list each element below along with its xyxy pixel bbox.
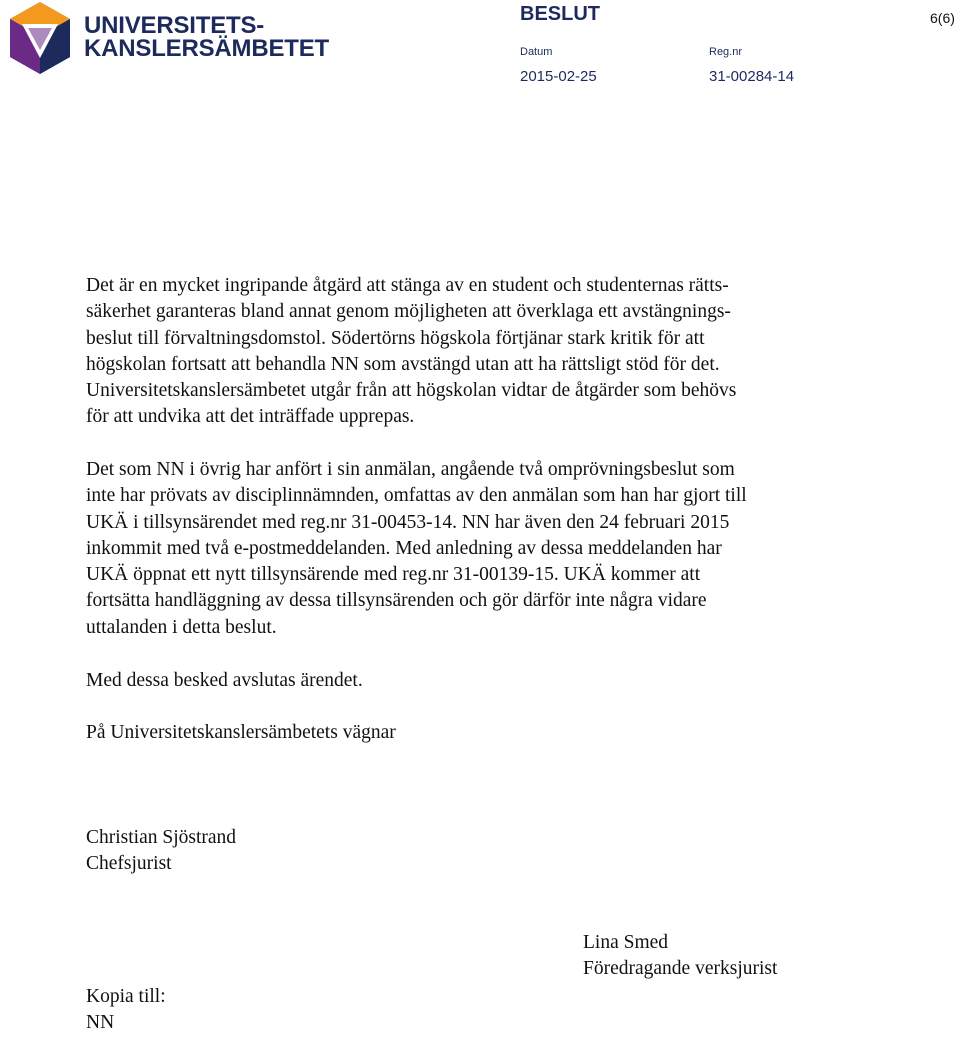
- preparer-name: Lina Smed: [583, 932, 669, 953]
- preparer-block: [583, 930, 943, 983]
- paragraph-2-line: UKÄ öppnat ett nytt tillsynsärende med reg.nr 31-00139-15. UKÄ kommer att: [86, 564, 701, 586]
- date-label: Datum: [520, 46, 553, 58]
- paragraph-1-line: säkerhet garanteras bland annat genom möjligheten att överklaga ett avstängnings-: [86, 301, 731, 323]
- paragraph-2-line: UKÄ i tillsynsärendet med reg.nr 31-00453-14. NN har även den 24 februari 2015: [86, 511, 730, 533]
- closing-statement: Med dessa besked avslutas ärendet.: [86, 670, 363, 691]
- copy-to-label: Kopia till:: [86, 986, 166, 1007]
- paragraph-2-line: uttalanden i detta beslut.: [86, 616, 277, 638]
- signer-name: Christian Sjöstrand: [86, 827, 237, 848]
- regnr-label: Reg.nr: [709, 46, 743, 58]
- preparer-title: Föredragande verksjurist: [583, 958, 778, 980]
- paragraph-2-line: Det som NN i övrig har anfört i sin anmälan, angående två omprövningsbeslut som: [86, 459, 735, 480]
- logo-wordmark: [84, 14, 329, 60]
- document-type-title: BESLUT: [520, 3, 600, 25]
- date-value: 2015-02-25: [520, 68, 597, 85]
- paragraph-1-line: Universitetskanslersämbetet utgår från att högskolan vidtar de åtgärder som behövs: [86, 380, 737, 402]
- signer-title: Chefsjurist: [86, 853, 172, 875]
- logo-line-1: UNIVERSITETS-: [84, 12, 265, 39]
- paragraph-2-line: fortsätta handläggning av dessa tillsynsärenden och gör därför inte några vidare: [86, 590, 707, 612]
- paragraph-1-line: högskolan fortsatt att behandla NN som avstängd utan att ha rättsligt stöd för det.: [86, 353, 720, 375]
- paragraph-2-line: inkommit med två e-postmeddelanden. Med anledning av dessa meddelanden har: [86, 537, 722, 559]
- on-behalf-line: På Universitetskanslersämbetets vägnar: [86, 722, 396, 743]
- university-chancellor-office-logo-icon: [8, 2, 72, 74]
- copy-to-recipient: NN: [86, 1012, 115, 1034]
- page-indicator: 6(6): [930, 10, 955, 26]
- regnr-value: 31-00284-14: [709, 68, 795, 85]
- paragraph-1: [86, 273, 876, 431]
- copy-to-block: [86, 984, 876, 1037]
- logo-line-2: KANSLERSÄMBETET: [84, 35, 330, 62]
- paragraph-2-line: inte har prövats av disciplinnämnden, omfattas av den anmälan som han har gjort till: [86, 485, 747, 507]
- paragraph-1-line: för att undvika att det inträffade upprepas.: [86, 406, 415, 428]
- paragraph-1-line: beslut till förvaltningsdomstol. Södertörns högskola förtjänar stark kritik för att: [86, 327, 705, 349]
- signer-block: [86, 825, 876, 878]
- paragraph-1-line: Det är en mycket ingripande åtgärd att stänga av en student och studenternas rätts-: [86, 275, 729, 296]
- paragraph-2: [86, 457, 876, 641]
